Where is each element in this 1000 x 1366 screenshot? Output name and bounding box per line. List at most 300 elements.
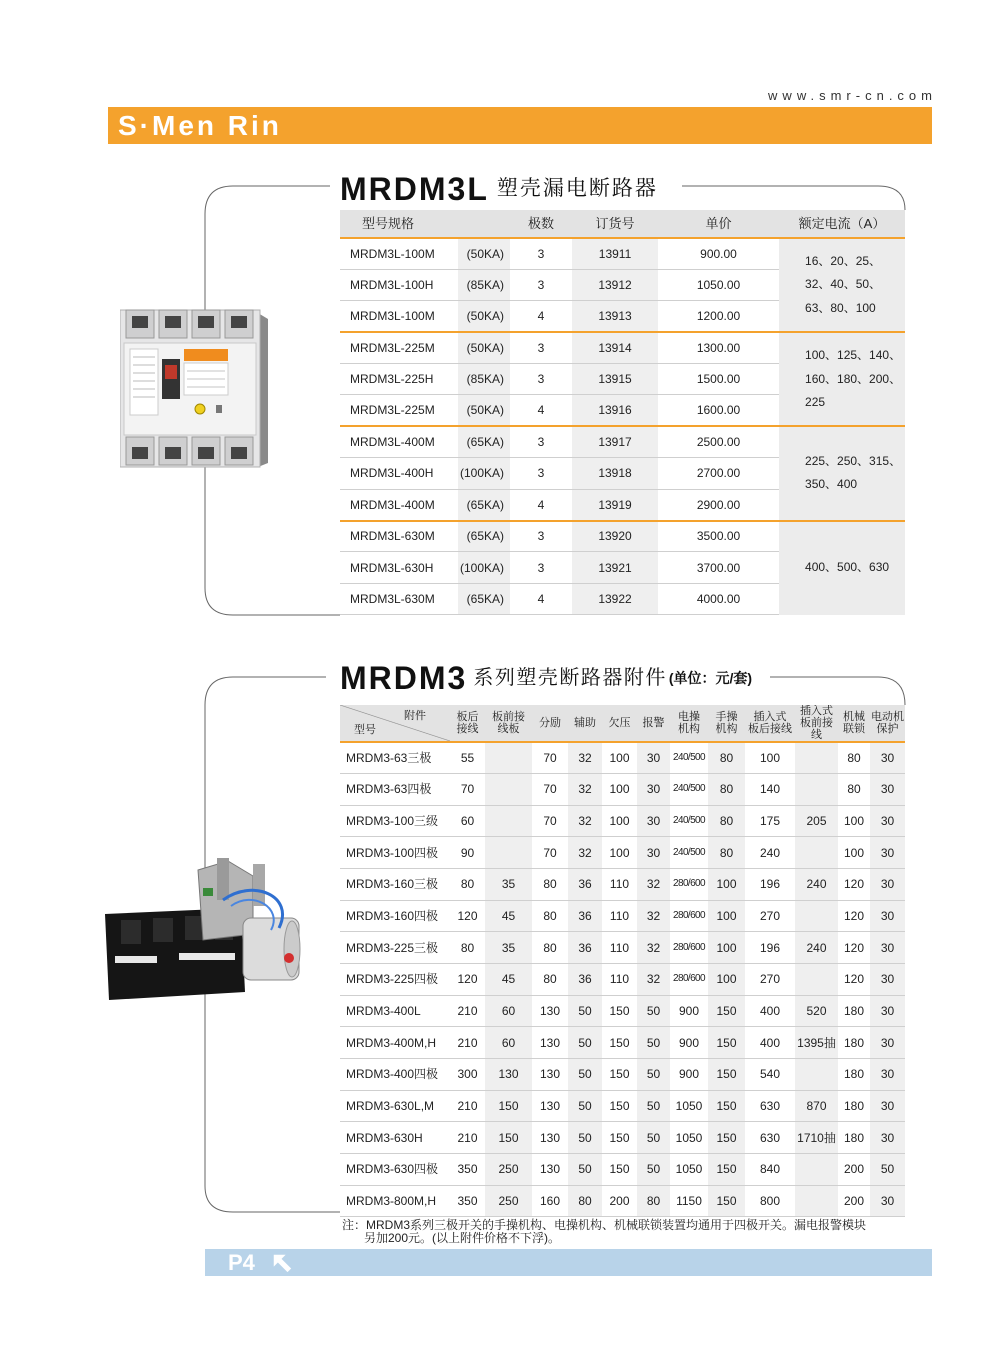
price-cell: 3500.00 xyxy=(658,521,779,552)
breaking-capacity-cell: (85KA) xyxy=(458,364,510,395)
plugin-rear-cell: 270 xyxy=(745,900,795,932)
motor-operator-cell: 240/500 xyxy=(670,774,708,806)
corner-accessory-label: 附件 xyxy=(404,710,426,722)
front-plate-cell: 35 xyxy=(485,869,532,901)
alarm-cell: 30 xyxy=(637,774,670,806)
poles-cell: 3 xyxy=(510,426,572,457)
order-no-cell: 13915 xyxy=(572,364,658,395)
motor-protection-cell: 30 xyxy=(870,1122,905,1154)
order-no-cell: 13912 xyxy=(572,269,658,300)
alarm-cell: 32 xyxy=(637,932,670,964)
motor-protection-cell: 30 xyxy=(870,932,905,964)
accessory-model-cell: MRDM3-225四极 xyxy=(340,964,450,996)
mechanical-interlock-cell: 120 xyxy=(838,869,870,901)
auxiliary-cell: 50 xyxy=(568,1122,602,1154)
front-plate-cell: 45 xyxy=(485,900,532,932)
footnote-line-1: 注：MRDM3系列三极开关的手操机构、电操机构、机械联锁装置均通用于四极开关。漏电报警模块 xyxy=(342,1218,867,1232)
manual-operator-cell: 100 xyxy=(708,900,745,932)
accessory-row xyxy=(340,1059,905,1091)
poles-cell: 4 xyxy=(510,301,572,332)
rear-wiring-cell: 70 xyxy=(450,774,485,806)
motor-operator-cell: 280/600 xyxy=(670,932,708,964)
rear-wiring-cell: 210 xyxy=(450,1122,485,1154)
plugin-rear-cell: 540 xyxy=(745,1059,795,1091)
motor-protection-cell: 50 xyxy=(870,1154,905,1186)
table-row xyxy=(340,238,905,269)
header-mechanical-interlock: 机械 联锁 xyxy=(838,705,870,742)
front-plate-cell xyxy=(485,837,532,869)
undervoltage-cell: 110 xyxy=(602,900,637,932)
price-cell: 1200.00 xyxy=(658,301,779,332)
plugin-rear-cell: 196 xyxy=(745,869,795,901)
alarm-cell: 50 xyxy=(637,1090,670,1122)
plugin-rear-cell: 100 xyxy=(745,742,795,774)
alarm-cell: 32 xyxy=(637,900,670,932)
plugin-front-cell: 240 xyxy=(795,869,838,901)
shunt-cell: 160 xyxy=(532,1185,568,1217)
accessory-row xyxy=(340,964,905,996)
accessory-header-row xyxy=(340,705,905,742)
motor-operator-cell: 900 xyxy=(670,1027,708,1059)
auxiliary-cell: 32 xyxy=(568,774,602,806)
manual-operator-cell: 150 xyxy=(708,1122,745,1154)
model-cell: MRDM3L-630H xyxy=(340,552,458,583)
accessory-model-cell: MRDM3-400M,H xyxy=(340,1027,450,1059)
manual-operator-cell: 100 xyxy=(708,964,745,996)
order-no-cell: 13914 xyxy=(572,332,658,363)
page-number: P4 xyxy=(228,1250,255,1275)
alarm-cell: 30 xyxy=(637,742,670,774)
motor-protection-cell: 30 xyxy=(870,742,905,774)
header-order-no: 订货号 xyxy=(572,210,658,238)
plugin-front-cell xyxy=(795,1154,838,1186)
mechanical-interlock-cell: 80 xyxy=(838,774,870,806)
header-motor-protection: 电动机 保护 xyxy=(870,705,905,742)
motor-operator-cell: 1050 xyxy=(670,1122,708,1154)
front-plate-cell xyxy=(485,774,532,806)
table-header-row xyxy=(340,210,905,238)
accessory-row xyxy=(340,932,905,964)
poles-cell: 3 xyxy=(510,332,572,363)
shunt-cell: 70 xyxy=(532,774,568,806)
motor-protection-cell: 30 xyxy=(870,900,905,932)
alarm-cell: 50 xyxy=(637,995,670,1027)
section1-title-name: 塑壳漏电断路器 xyxy=(496,177,658,200)
auxiliary-cell: 36 xyxy=(568,869,602,901)
motor-protection-cell: 30 xyxy=(870,995,905,1027)
motor-protection-cell: 30 xyxy=(870,774,905,806)
rated-current-cell: 400、500、630 xyxy=(779,521,905,615)
footnote xyxy=(342,1219,866,1245)
rear-wiring-cell: 210 xyxy=(450,1027,485,1059)
order-no-cell: 13916 xyxy=(572,395,658,426)
model-cell: MRDM3L-400M xyxy=(340,426,458,457)
circuit-breaker-photo xyxy=(120,305,270,470)
alarm-cell: 50 xyxy=(637,1059,670,1091)
undervoltage-cell: 110 xyxy=(602,964,637,996)
header-undervoltage: 欠压 xyxy=(602,705,637,742)
undervoltage-cell: 150 xyxy=(602,1154,637,1186)
mechanical-interlock-cell: 100 xyxy=(838,805,870,837)
undervoltage-cell: 200 xyxy=(602,1185,637,1217)
corner-model-label: 型号 xyxy=(354,724,376,736)
plugin-front-cell xyxy=(795,1185,838,1217)
motor-protection-cell: 30 xyxy=(870,1059,905,1091)
rear-wiring-cell: 55 xyxy=(450,742,485,774)
manual-operator-cell: 80 xyxy=(708,742,745,774)
accessory-model-cell: MRDM3-63三极 xyxy=(340,742,450,774)
page-footer-band xyxy=(205,1249,932,1276)
manual-operator-cell: 150 xyxy=(708,1027,745,1059)
auxiliary-cell: 50 xyxy=(568,1027,602,1059)
rear-wiring-cell: 90 xyxy=(450,837,485,869)
header-alarm: 报警 xyxy=(637,705,670,742)
brand-banner xyxy=(108,107,932,144)
table-row xyxy=(340,521,905,552)
accessory-model-cell: MRDM3-63四极 xyxy=(340,774,450,806)
manual-operator-cell: 100 xyxy=(708,869,745,901)
model-cell: MRDM3L-630M xyxy=(340,521,458,552)
undervoltage-cell: 100 xyxy=(602,837,637,869)
rear-wiring-cell: 120 xyxy=(450,964,485,996)
plugin-rear-cell: 400 xyxy=(745,1027,795,1059)
rear-wiring-cell: 120 xyxy=(450,900,485,932)
motor-protection-cell: 30 xyxy=(870,964,905,996)
order-no-cell: 13920 xyxy=(572,521,658,552)
auxiliary-cell: 36 xyxy=(568,900,602,932)
breaking-capacity-cell: (50KA) xyxy=(458,301,510,332)
accessory-row xyxy=(340,805,905,837)
plugin-front-cell xyxy=(795,774,838,806)
header-auxiliary: 辅助 xyxy=(568,705,602,742)
section2-title-model: MRDM3 xyxy=(340,660,468,696)
motor-operator-cell: 240/500 xyxy=(670,805,708,837)
section1-title-model: MRDM3L xyxy=(340,171,489,207)
manual-operator-cell: 80 xyxy=(708,837,745,869)
shunt-cell: 130 xyxy=(532,1122,568,1154)
motor-operator-cell: 900 xyxy=(670,1059,708,1091)
accessory-model-cell: MRDM3-160四极 xyxy=(340,900,450,932)
poles-cell: 3 xyxy=(510,269,572,300)
header-rated-current: 额定电流（A） xyxy=(779,210,905,238)
shunt-cell: 80 xyxy=(532,932,568,964)
plugin-front-cell: 205 xyxy=(795,805,838,837)
header-plugin-front: 插入式 板前接线 xyxy=(795,705,838,742)
accessory-row xyxy=(340,995,905,1027)
auxiliary-cell: 80 xyxy=(568,1185,602,1217)
mechanical-interlock-cell: 100 xyxy=(838,837,870,869)
manual-operator-cell: 150 xyxy=(708,1059,745,1091)
alarm-cell: 50 xyxy=(637,1027,670,1059)
breaking-capacity-cell: (100KA) xyxy=(458,552,510,583)
section2-title xyxy=(340,661,752,695)
manual-operator-cell: 80 xyxy=(708,774,745,806)
auxiliary-cell: 50 xyxy=(568,1090,602,1122)
breaking-capacity-cell: (50KA) xyxy=(458,238,510,269)
order-no-cell: 13919 xyxy=(572,489,658,520)
order-no-cell: 13921 xyxy=(572,552,658,583)
accessory-model-cell: MRDM3-630H xyxy=(340,1122,450,1154)
mrdm3l-table-body xyxy=(340,238,905,615)
mechanical-interlock-cell: 180 xyxy=(838,1122,870,1154)
section1-frame-right xyxy=(682,186,905,210)
accessory-model-cell: MRDM3-100四极 xyxy=(340,837,450,869)
order-no-cell: 13917 xyxy=(572,426,658,457)
motor-operator-cell: 1050 xyxy=(670,1154,708,1186)
plugin-front-cell xyxy=(795,837,838,869)
undervoltage-cell: 110 xyxy=(602,869,637,901)
header-price: 单价 xyxy=(658,210,779,238)
plugin-front-cell: 1395抽 xyxy=(795,1027,838,1059)
mrdm3-accessory-table xyxy=(340,705,905,1217)
model-cell: MRDM3L-225M xyxy=(340,395,458,426)
mechanical-interlock-cell: 80 xyxy=(838,742,870,774)
header-rear-wiring: 板后 接线 xyxy=(450,705,485,742)
model-cell: MRDM3L-100M xyxy=(340,301,458,332)
rear-wiring-cell: 350 xyxy=(450,1154,485,1186)
poles-cell: 3 xyxy=(510,458,572,489)
front-plate-cell: 35 xyxy=(485,932,532,964)
mrdm3l-price-table xyxy=(340,210,905,615)
plugin-rear-cell: 800 xyxy=(745,1185,795,1217)
accessory-model-cell: MRDM3-400L xyxy=(340,995,450,1027)
breaking-capacity-cell: (65KA) xyxy=(458,583,510,614)
manual-operator-cell: 100 xyxy=(708,932,745,964)
motor-operator-cell: 1150 xyxy=(670,1185,708,1217)
motor-operator-cell: 240/500 xyxy=(670,837,708,869)
front-plate-cell xyxy=(485,742,532,774)
rear-wiring-cell: 350 xyxy=(450,1185,485,1217)
manual-operator-cell: 150 xyxy=(708,995,745,1027)
motor-protection-cell: 30 xyxy=(870,1185,905,1217)
order-no-cell: 13922 xyxy=(572,583,658,614)
model-cell: MRDM3L-400M xyxy=(340,489,458,520)
section2-frame-right xyxy=(770,677,905,705)
poles-cell: 4 xyxy=(510,395,572,426)
website-url: www.smr-cn.com xyxy=(768,88,937,103)
poles-cell: 3 xyxy=(510,238,572,269)
plugin-front-cell: 1710抽 xyxy=(795,1122,838,1154)
shunt-cell: 130 xyxy=(532,1027,568,1059)
manual-operator-cell: 150 xyxy=(708,1090,745,1122)
section2-title-name: 系列塑壳断路器附件 xyxy=(473,667,667,689)
price-cell: 2700.00 xyxy=(658,458,779,489)
alarm-cell: 50 xyxy=(637,1122,670,1154)
plugin-rear-cell: 840 xyxy=(745,1154,795,1186)
front-plate-cell: 150 xyxy=(485,1090,532,1122)
undervoltage-cell: 150 xyxy=(602,1059,637,1091)
motor-operator-cell: 1050 xyxy=(670,1090,708,1122)
plugin-front-cell: 520 xyxy=(795,995,838,1027)
price-cell: 3700.00 xyxy=(658,552,779,583)
price-cell: 1500.00 xyxy=(658,364,779,395)
alarm-cell: 80 xyxy=(637,1185,670,1217)
breaking-capacity-cell: (50KA) xyxy=(458,395,510,426)
accessory-row xyxy=(340,1154,905,1186)
breaking-capacity-cell: (65KA) xyxy=(458,521,510,552)
poles-cell: 3 xyxy=(510,521,572,552)
accessory-model-cell: MRDM3-100三级 xyxy=(340,805,450,837)
undervoltage-cell: 110 xyxy=(602,932,637,964)
brand-name: S·Men Rin xyxy=(118,110,282,141)
section1-title xyxy=(340,172,658,206)
plugin-rear-cell: 270 xyxy=(745,964,795,996)
plugin-front-cell xyxy=(795,900,838,932)
accessory-row xyxy=(340,837,905,869)
arrow-up-left-icon xyxy=(271,1252,293,1274)
shunt-cell: 80 xyxy=(532,869,568,901)
rear-wiring-cell: 210 xyxy=(450,995,485,1027)
front-plate-cell: 130 xyxy=(485,1059,532,1091)
poles-cell: 3 xyxy=(510,364,572,395)
order-no-cell: 13913 xyxy=(572,301,658,332)
motor-protection-cell: 30 xyxy=(870,869,905,901)
undervoltage-cell: 150 xyxy=(602,995,637,1027)
accessory-row xyxy=(340,742,905,774)
undervoltage-cell: 100 xyxy=(602,805,637,837)
undervoltage-cell: 100 xyxy=(602,774,637,806)
alarm-cell: 30 xyxy=(637,805,670,837)
model-cell: MRDM3L-100H xyxy=(340,269,458,300)
shunt-cell: 130 xyxy=(532,1059,568,1091)
accessory-table-body xyxy=(340,742,905,1217)
alarm-cell: 32 xyxy=(637,869,670,901)
auxiliary-cell: 32 xyxy=(568,742,602,774)
front-plate-cell: 250 xyxy=(485,1185,532,1217)
auxiliary-cell: 50 xyxy=(568,1154,602,1186)
footnote-line-2: 另加200元。(以上附件价格不下浮)。 xyxy=(364,1231,561,1245)
corner-header-cell xyxy=(340,705,450,742)
header-shunt: 分励 xyxy=(532,705,568,742)
model-cell: MRDM3L-225H xyxy=(340,364,458,395)
price-cell: 2500.00 xyxy=(658,426,779,457)
poles-cell: 4 xyxy=(510,583,572,614)
price-cell: 4000.00 xyxy=(658,583,779,614)
price-cell: 900.00 xyxy=(658,238,779,269)
front-plate-cell: 60 xyxy=(485,995,532,1027)
mechanical-interlock-cell: 200 xyxy=(838,1185,870,1217)
accessory-model-cell: MRDM3-800M,H xyxy=(340,1185,450,1217)
plugin-rear-cell: 630 xyxy=(745,1122,795,1154)
price-cell: 2900.00 xyxy=(658,489,779,520)
shunt-cell: 70 xyxy=(532,837,568,869)
accessory-model-cell: MRDM3-225三极 xyxy=(340,932,450,964)
auxiliary-cell: 36 xyxy=(568,932,602,964)
accessory-row xyxy=(340,1122,905,1154)
motor-operator-cell: 240/500 xyxy=(670,742,708,774)
motor-protection-cell: 30 xyxy=(870,1027,905,1059)
undervoltage-cell: 150 xyxy=(602,1122,637,1154)
front-plate-cell: 45 xyxy=(485,964,532,996)
header-model: 型号规格 xyxy=(340,210,510,238)
section2-title-unit: (单位：元/套) xyxy=(668,670,753,686)
accessory-model-cell: MRDM3-400四极 xyxy=(340,1059,450,1091)
model-cell: MRDM3L-630M xyxy=(340,583,458,614)
mechanical-interlock-cell: 180 xyxy=(838,1027,870,1059)
front-plate-cell: 150 xyxy=(485,1122,532,1154)
alarm-cell: 30 xyxy=(637,837,670,869)
accessory-model-cell: MRDM3-630L,M xyxy=(340,1090,450,1122)
rear-wiring-cell: 80 xyxy=(450,869,485,901)
plugin-rear-cell: 400 xyxy=(745,995,795,1027)
mechanical-interlock-cell: 120 xyxy=(838,964,870,996)
plugin-rear-cell: 240 xyxy=(745,837,795,869)
plugin-rear-cell: 175 xyxy=(745,805,795,837)
table-row xyxy=(340,426,905,457)
shunt-cell: 130 xyxy=(532,1090,568,1122)
price-cell: 1600.00 xyxy=(658,395,779,426)
front-plate-cell xyxy=(485,805,532,837)
model-cell: MRDM3L-225M xyxy=(340,332,458,363)
rated-current-cell: 225、250、315、 350、400 xyxy=(779,426,905,520)
poles-cell: 3 xyxy=(510,552,572,583)
accessories-photo xyxy=(103,858,303,1003)
accessory-row xyxy=(340,1185,905,1217)
plugin-front-cell: 870 xyxy=(795,1090,838,1122)
rear-wiring-cell: 300 xyxy=(450,1059,485,1091)
shunt-cell: 70 xyxy=(532,805,568,837)
mechanical-interlock-cell: 120 xyxy=(838,900,870,932)
price-cell: 1050.00 xyxy=(658,269,779,300)
breaking-capacity-cell: (65KA) xyxy=(458,426,510,457)
shunt-cell: 130 xyxy=(532,1154,568,1186)
undervoltage-cell: 150 xyxy=(602,1090,637,1122)
accessory-model-cell: MRDM3-630四极 xyxy=(340,1154,450,1186)
plugin-front-cell xyxy=(795,1059,838,1091)
auxiliary-cell: 32 xyxy=(568,837,602,869)
accessory-row xyxy=(340,1027,905,1059)
rated-current-cell: 16、20、25、 32、40、50、 63、80、100 xyxy=(779,238,905,332)
manual-operator-cell: 150 xyxy=(708,1154,745,1186)
plugin-rear-cell: 196 xyxy=(745,932,795,964)
header-motor-operator: 电操 机构 xyxy=(670,705,708,742)
motor-operator-cell: 280/600 xyxy=(670,869,708,901)
rear-wiring-cell: 60 xyxy=(450,805,485,837)
alarm-cell: 32 xyxy=(637,964,670,996)
breaking-capacity-cell: (85KA) xyxy=(458,269,510,300)
manual-operator-cell: 80 xyxy=(708,805,745,837)
accessory-model-cell: MRDM3-160三极 xyxy=(340,869,450,901)
motor-operator-cell: 280/600 xyxy=(670,964,708,996)
accessory-row xyxy=(340,869,905,901)
model-cell: MRDM3L-100M xyxy=(340,238,458,269)
manual-operator-cell: 150 xyxy=(708,1185,745,1217)
header-manual-operator: 手操 机构 xyxy=(708,705,745,742)
front-plate-cell: 250 xyxy=(485,1154,532,1186)
order-no-cell: 13918 xyxy=(572,458,658,489)
motor-operator-cell: 900 xyxy=(670,995,708,1027)
model-cell: MRDM3L-400H xyxy=(340,458,458,489)
shunt-cell: 130 xyxy=(532,995,568,1027)
plugin-front-cell xyxy=(795,742,838,774)
header-front-plate: 板前接 线板 xyxy=(485,705,532,742)
front-plate-cell: 60 xyxy=(485,1027,532,1059)
plugin-front-cell xyxy=(795,964,838,996)
alarm-cell: 50 xyxy=(637,1154,670,1186)
shunt-cell: 80 xyxy=(532,964,568,996)
accessory-row xyxy=(340,1090,905,1122)
accessory-row xyxy=(340,774,905,806)
mechanical-interlock-cell: 120 xyxy=(838,932,870,964)
breaking-capacity-cell: (65KA) xyxy=(458,489,510,520)
undervoltage-cell: 100 xyxy=(602,742,637,774)
mechanical-interlock-cell: 180 xyxy=(838,995,870,1027)
motor-protection-cell: 30 xyxy=(870,837,905,869)
undervoltage-cell: 150 xyxy=(602,1027,637,1059)
breaking-capacity-cell: (50KA) xyxy=(458,332,510,363)
mechanical-interlock-cell: 200 xyxy=(838,1154,870,1186)
shunt-cell: 70 xyxy=(532,742,568,774)
